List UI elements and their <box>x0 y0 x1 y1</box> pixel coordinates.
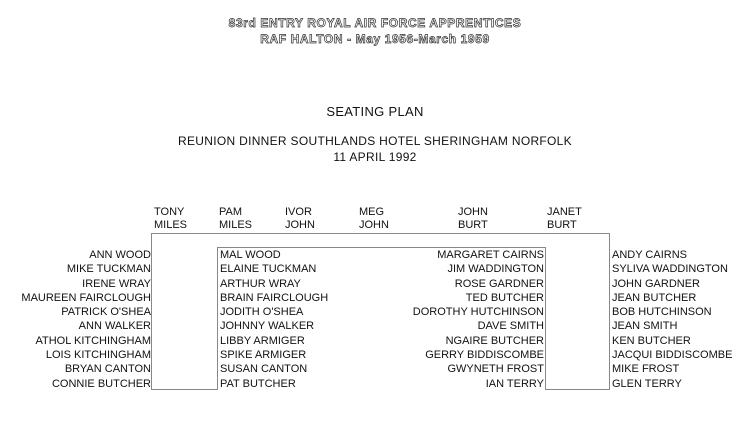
guest-name: MIKE FROST <box>612 363 680 376</box>
guest-name: PATRICK O'SHEA <box>61 306 151 319</box>
guest-name: GWYNETH FROST <box>447 363 544 376</box>
head-seat-last: JOHN <box>285 219 315 231</box>
guest-name: JIM WADDINGTON <box>447 263 544 276</box>
guest-name: DOROTHY HUTCHINSON <box>412 306 544 319</box>
guest-name: ANN WOOD <box>89 249 151 261</box>
guest-name: GERRY BIDDISCOMBE <box>425 349 544 362</box>
guest-name: MAL WOOD <box>220 249 281 261</box>
head-seat <box>285 206 365 232</box>
entry-heading: 83rd ENTRY ROYAL AIR FORCE APPRENTICES <box>228 16 522 30</box>
event-description: REUNION DINNER SOUTHLANDS HOTEL SHERINGHAM NORFOLK <box>178 134 572 148</box>
guest-name: JOHNNY WALKER <box>220 320 315 333</box>
left-table-inner-edge <box>217 247 218 390</box>
left-table-outer-edge <box>151 233 152 390</box>
head-seat-last: MILES <box>154 219 188 231</box>
guest-name: MIKE TUCKMAN <box>66 263 151 276</box>
guest-name: ANDY CAIRNS <box>612 249 687 261</box>
guest-name: ARTHUR WRAY <box>220 277 301 290</box>
guest-name: NGAIRE BUTCHER <box>445 334 544 347</box>
head-seat <box>547 206 627 232</box>
guest-name: SYLIVA WADDINGTON <box>612 263 728 276</box>
guest-name: SUSAN CANTON <box>220 363 308 376</box>
right-outer-column <box>612 248 732 391</box>
guest-name: MAUREEN FAIRCLOUGH <box>21 291 151 304</box>
right-table-outer-edge <box>609 233 610 390</box>
page-title: SEATING PLAN <box>326 104 424 119</box>
guest-name: ROSE GARDNER <box>454 277 544 290</box>
head-seat-first: JOHN <box>458 206 488 218</box>
guest-name: BRYAN CANTON <box>64 363 151 376</box>
right-inner-column <box>413 248 544 391</box>
guest-name: MARGARET CAIRNS <box>437 249 544 261</box>
right-table-end <box>545 389 610 390</box>
guest-name: ANN WALKER <box>78 320 151 333</box>
head-seat-last: BURT <box>458 219 488 231</box>
guest-name: GLEN TERRY <box>612 377 682 390</box>
guest-name: PAT BUTCHER <box>220 377 296 390</box>
event-date: 11 APRIL 1992 <box>333 150 417 164</box>
guest-name: ELAINE TUCKMAN <box>220 263 317 276</box>
head-seat <box>458 206 538 232</box>
guest-name: TED BUTCHER <box>465 291 544 304</box>
head-seat-last: JOHN <box>359 219 389 231</box>
guest-name: BRAIN FAIRCLOUGH <box>220 291 329 304</box>
guest-name: JODITH O'SHEA <box>220 306 304 319</box>
guest-name: LIBBY ARMIGER <box>220 334 305 347</box>
head-seat-first: TONY <box>154 206 185 218</box>
right-table-inner-edge <box>545 247 546 390</box>
head-table-edge <box>151 233 610 234</box>
guest-name: JOHN GARDNER <box>612 277 701 290</box>
head-seat-first: PAM <box>219 206 243 218</box>
left-table-end <box>151 389 218 390</box>
head-seat-first: MEG <box>359 206 385 218</box>
head-seat-first: IVOR <box>285 206 312 218</box>
guest-name: KEN BUTCHER <box>612 334 691 347</box>
guest-name: JACQUI BIDDISCOMBE <box>612 349 733 362</box>
guest-name: ATHOL KITCHINGHAM <box>35 334 151 347</box>
guest-name: JEAN BUTCHER <box>612 291 697 304</box>
guest-name: IAN TERRY <box>485 377 544 390</box>
left-outer-column <box>21 248 151 391</box>
guest-name: LOIS KITCHINGHAM <box>45 349 151 362</box>
head-seat-last: MILES <box>219 219 253 231</box>
guest-name: SPIKE ARMIGER <box>220 349 307 362</box>
halton-dates-heading: RAF HALTON - May 1956-March 1959 <box>260 32 490 46</box>
left-inner-column <box>220 248 328 391</box>
guest-name: IRENE WRAY <box>82 277 151 290</box>
head-seat-last: BURT <box>547 219 577 231</box>
guest-name: DAVE SMITH <box>477 320 544 333</box>
guest-name: JEAN SMITH <box>612 320 678 333</box>
guest-name: CONNIE BUTCHER <box>51 377 151 390</box>
head-seat-first: JANET <box>547 206 582 218</box>
guest-name: BOB HUTCHINSON <box>612 306 712 319</box>
head-seat <box>359 206 439 232</box>
